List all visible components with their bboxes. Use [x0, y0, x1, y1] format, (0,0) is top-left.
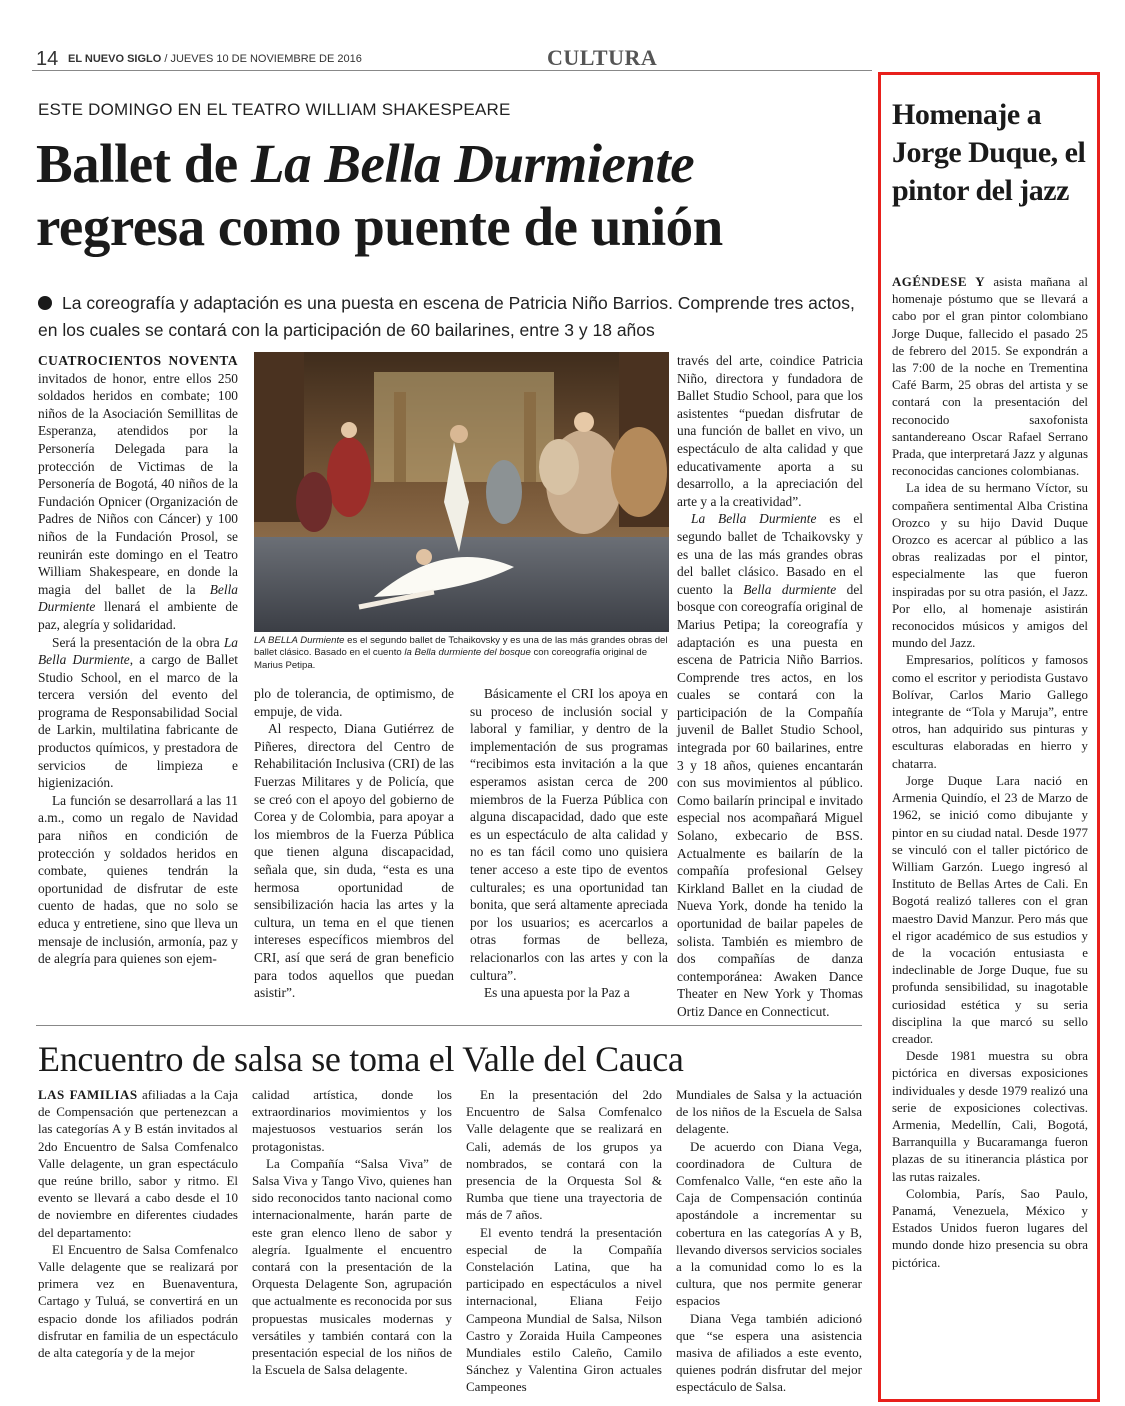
issue-date: / JUEVES 10 DE NOVIEMBRE DE 2016 [164, 53, 362, 65]
paragraph: Mundiales de Salsa y la actuación de los niños de la Escuela de Salsa delagente. [676, 1087, 862, 1137]
article2-column-3 [466, 1086, 662, 1396]
sidebar-article [892, 274, 1088, 1272]
paragraph: CUATROCIENTOS NOVENTA invitados de honor, entre ellos 250 soldados heridos en combate; 100 niños de la Asociación Semillitas de Esperanza, atendidos por la Personería Delegada para la protección de Victimas de la Personería de Bogotá, 40 niños de la Fundación Opnicer (Organización de Padres de Niños con Cáncer) y 100 niños de la Fundación Prosol, se reunirán este domingo en el Teatro William Shakespeare, en donde la magia del ballet de la Bella Durmiente llenará el ambiente de paz, alegría y solidaridad. [38, 353, 238, 632]
paragraph: El Encuentro de Salsa Comfenalco Valle delagente que se realizará por primera vez en Buenaventura, Cartago y Tuluá, se convertirá en un espacio donde los afiliados podrán disfrutar en familia de un espectáculo de alta categoría y de la mejor [38, 1241, 238, 1361]
paragraph: Será la presentación de la obra La Bella Durmiente, a cargo de Ballet Studio School, en el marco de la tercera versión del evento del programa de Responsabilidad Social de Larkin, multilatina fabricante de productos químicos, y prestadora de servicios de limpieza e higienización. [38, 634, 238, 791]
article1-column-1 [38, 352, 238, 968]
page-header [32, 45, 1102, 72]
paragraph: calidad artística, donde los extraordinarios movimientos y los majestuosos vestuarios serán los protagonistas. [252, 1087, 452, 1154]
paragraph: Diana Vega también adicionó que “se espera una asistencia masiva de afiliados a este evento, quienes podrán disfrutar del mejor espectáculo de Salsa. [676, 1310, 862, 1395]
paragraph: El evento tendrá la presentación especial de la Compañía Constelación Latina, que ha participado en espectáculos a nivel internacional, Eliana Feijo Campeona Mundial de Salsa, Nilson Castro y Zoraida Huila Campeones Mundiales estilo Caleño, Camilo Sánchez y Valentina Giron actuales Campeones [466, 1224, 662, 1395]
paragraph: Básicamente el CRI los apoya en su proceso de inclusión social y laboral y familiar, y dentro de la implementación de sus programas “recibimos esta invitación a la que esperamos asistan cerca de 200 miembros de la Fuerza Pública con alguna discapacidad, dado que este es un espectáculo de alta calidad y no es tan fácil como uno quisiera tener acceso a este tipo de eventos culturales; es una oportunidad tan bonita, que será altamente apreciada por los usuarios; es acercarlos a otras formas de belleza, relacionarlos con las artes y con la cultura”. [470, 686, 668, 983]
paragraph: LAS FAMILIAS afiliadas a la Caja de Compensación que pertenezcan a las categorías A y B están invitados al 2do Encuentro de Salsa Comfenalco Valle delagente, un gran espectáculo que reúne brillo, sabor y ritmo. El evento se llevará a cabo desde el 10 de noviembre en diferentes ciudades del departamento: [38, 1087, 238, 1240]
paragraph: Es una apuesta por la Paz a [484, 985, 630, 1001]
paragraph: La Bella Durmiente es el segundo ballet de Tchaikovsky y es una de las más grandes obras del ballet clásico. Basado en el cuento la Bella durmiente del bosque con coreografía original de Marius Petipa; la coreografía y adaptación es una puesta en escena de Patricia Niño Barrios. Comprende tres actos, en los cuales se contará con la participación de la Compañía juvenil de Ballet Studio School, integrada por 60 bailarines, entre 3 y 18 años, quienes encantarán con sus movimientos al público. Como bailarín principal e invitado especial nos acompañará Miguel Solano, exbecario de BSS. Actualmente es bailarín de la compañía profesional Gelsey Kirkland Ballet en la ciudad de Nueva York, donde ha tenido la oportunidad de bailar papeles de solista. También es miembro de dos compañías de danza contemporánea: Awaken Dance Theater en New York y Thomas Ortiz Dance en Connecticut. [677, 511, 863, 1019]
headline-italic: La Bella Durmiente [250, 133, 695, 194]
page-number: 14 [36, 48, 59, 70]
ballet-photo-image [254, 352, 669, 632]
headline-part-2: regresa como puente de unión [36, 196, 723, 257]
paragraph: La idea de su hermano Víctor, su compañera sentimental Alba Cristina Orozco y su hijo David Duque Orozco es acercar al público a las obras realizadas por el pintor, especialmente las que fueron inspiradas por su otra pasión, el Jazz. Por ello, al homenaje asistirán reconocidos músicos y amigos del mundo del Jazz. [892, 481, 1088, 651]
article2-column-4 [676, 1086, 862, 1396]
paragraph: Desde 1981 muestra su obra pictórica en diversas exposiciones individuales y desde 1979 realizó una serie de exposiciones colectivas. Armenia, Medellín, Cali, Bogotá, Barranquilla y Bucaramanga fueron plazas de su itinerancia plástica por las rutas raizales. [892, 1049, 1088, 1184]
sidebar-headline: Homenaje a Jorge Duque, el pintor del jazz [892, 98, 1086, 207]
masthead-line [68, 53, 362, 65]
paragraph: La Compañía “Salsa Viva” de Salsa Viva y Tango Vivo, quienes han sido reconocidos tanto nacional como internacionalmente, harán parte de este gran elenco lleno de sabor y alegría. Igualmente el encuentro contará con la presentación de la Orquesta Delagente Son, agrupación que actualmente es reconocida por sus propuestas musicales modernas y versátiles y también contará con la presentación especial de los niños de la Escuela de Salsa delagente. [252, 1155, 452, 1378]
section-rule [36, 1025, 862, 1026]
paragraph: Empresarios, políticos y famosos como el escritor y periodista Gustavo Bolívar, Carlos Mario Gallego integrante de “Tola y Maruja”, entre otros, han adquirido sus pinturas y esculturas elaboradas en hierro y chatarra. [892, 653, 1088, 771]
header-rule [32, 70, 872, 71]
paragraph: AGÉNDESE Y asista mañana al homenaje póstumo que se llevará a cabo por el gran pintor colombiano Jorge Duque, fallecido el pasado 25 de febrero del 2015. Se expondrán a las 7:00 de la noche en Trementina Café Barm, 25 obras del artista y se contará con la presentación del reconocido saxofonista santandereano Oscar Rafael Serrano Prada, que interpretará Jazz y algunas reconocidas canciones colombianas. [892, 275, 1088, 479]
article-headline [36, 132, 876, 258]
paragraph: Al respecto, Diana Gutiérrez de Piñeres, directora del Centro de Rehabilitación Inclusiva (CRI) de las Fuerzas Militares y de Policía, que se creó con el apoyo del gobierno de Corea y de Colombia, para apoyar a los miembros de la Fuerza Pública que tienen alguna discapacidad, señala que, sin duda, “esta es una hermosa oportunidad de sensibilización hacia las artes y la cultura, un tema en el que tienen intereses específicos miembros del CRI, así que será de gran beneficio para todos aquellos que puedan asistir”. [254, 721, 454, 1001]
photo-caption: LA BELLA Durmiente es el segundo ballet de Tchaikovsky y es una de las más grandes obras del ballet clásico. Basado en el cuento la Bella durmiente del bosque con coreografía original de Marius Petipa. [254, 635, 668, 671]
article1-column-3 [470, 685, 668, 1002]
bullet-icon [38, 296, 52, 310]
paragraph: través del arte, coindice Patricia Niño, directora y fundadora de Ballet Studio School, para que los asistentes “puedan disfrutar de una función de ballet en vivo, un espectáculo de alta calidad y que educativamente aporta a su desarrollo, a la apreciación del arte y a la creatividad”. [677, 353, 863, 509]
section-title: CULTURA [547, 45, 658, 70]
newspaper-name: EL NUEVO SIGLO [68, 53, 162, 65]
paragraph: plo de tolerancia, de optimismo, de empuje, de vida. [254, 686, 454, 719]
ballet-photo [254, 352, 669, 632]
article-lead [38, 290, 874, 344]
article2-column-2 [252, 1086, 452, 1378]
paragraph: Colombia, París, Sao Paulo, Panamá, Venezuela, México y Estados Unidos fueron lugares del mundo donde hizo presencia su obra pictórica. [892, 1186, 1088, 1270]
paragraph: Jorge Duque Lara nació en Armenia Quindío, el 23 de Marzo de 1962, se inició como dibujante y pintor en su ciudad natal. Desde 1977 se vinculó con el taller pictórico de William Garzón. Luego ingresó al Instituto de Bellas Artes de Cali. En Bogotá realizó talleres con el gran maestro David Manzur. Pero más que el rigor académico de sus estudios y de la vocación entusiasta e indeclinable de Jorge Duque, fue su profunda sensibilidad, su inagotable curiosidad estética y su seria disciplina la que marcó su sello creador. [892, 773, 1088, 1046]
paragraph: La función se desarrollará a las 11 a.m., como un regalo de Navidad para niños en condición de protección y soldados heridos en combate, quienes tendrán la oportunidad de disfrutar de este cuento de hadas, que no solo se educa y entretiene, sino que lleva un mensaje de inclusión, armonía, paz y de alegría para quienes son ejem- [38, 792, 238, 967]
headline-part-1: Ballet de [36, 133, 251, 194]
paragraph: En la presentación del 2do Encuentro de Salsa Comfenalco Valle delagente que se realizará en Cali, además de los grupos ya nombrados, se contará con la presencia de la Orquesta Sol & Rumba que tiene una trayectoria de más de 7 años. [466, 1087, 662, 1223]
article-kicker: ESTE DOMINGO EN EL TEATRO WILLIAM SHAKESPEARE [38, 100, 511, 119]
paragraph: De acuerdo con Diana Vega, coordinadora de Cultura de Comfenalco Valle, “en este año la Caja de Compensación continúa apostándole a incrementar su cobertura en las categorías A y B, llevando diversos servicios sociales a la comunidad como lo es la cultura, que nos permite generar espacios [676, 1138, 862, 1309]
article1-column-4 [677, 352, 863, 1021]
salsa-headline: Encuentro de salsa se toma el Valle del Cauca [38, 1039, 684, 1079]
article2-column-1 [38, 1086, 238, 1361]
lead-text: La coreografía y adaptación es una puesta en escena de Patricia Niño Barrios. Comprende tres actos, en los cuales se contará con la participación de 60 bailarines, entre 3 y 18 años [38, 293, 855, 340]
article1-column-2 [254, 685, 454, 1002]
